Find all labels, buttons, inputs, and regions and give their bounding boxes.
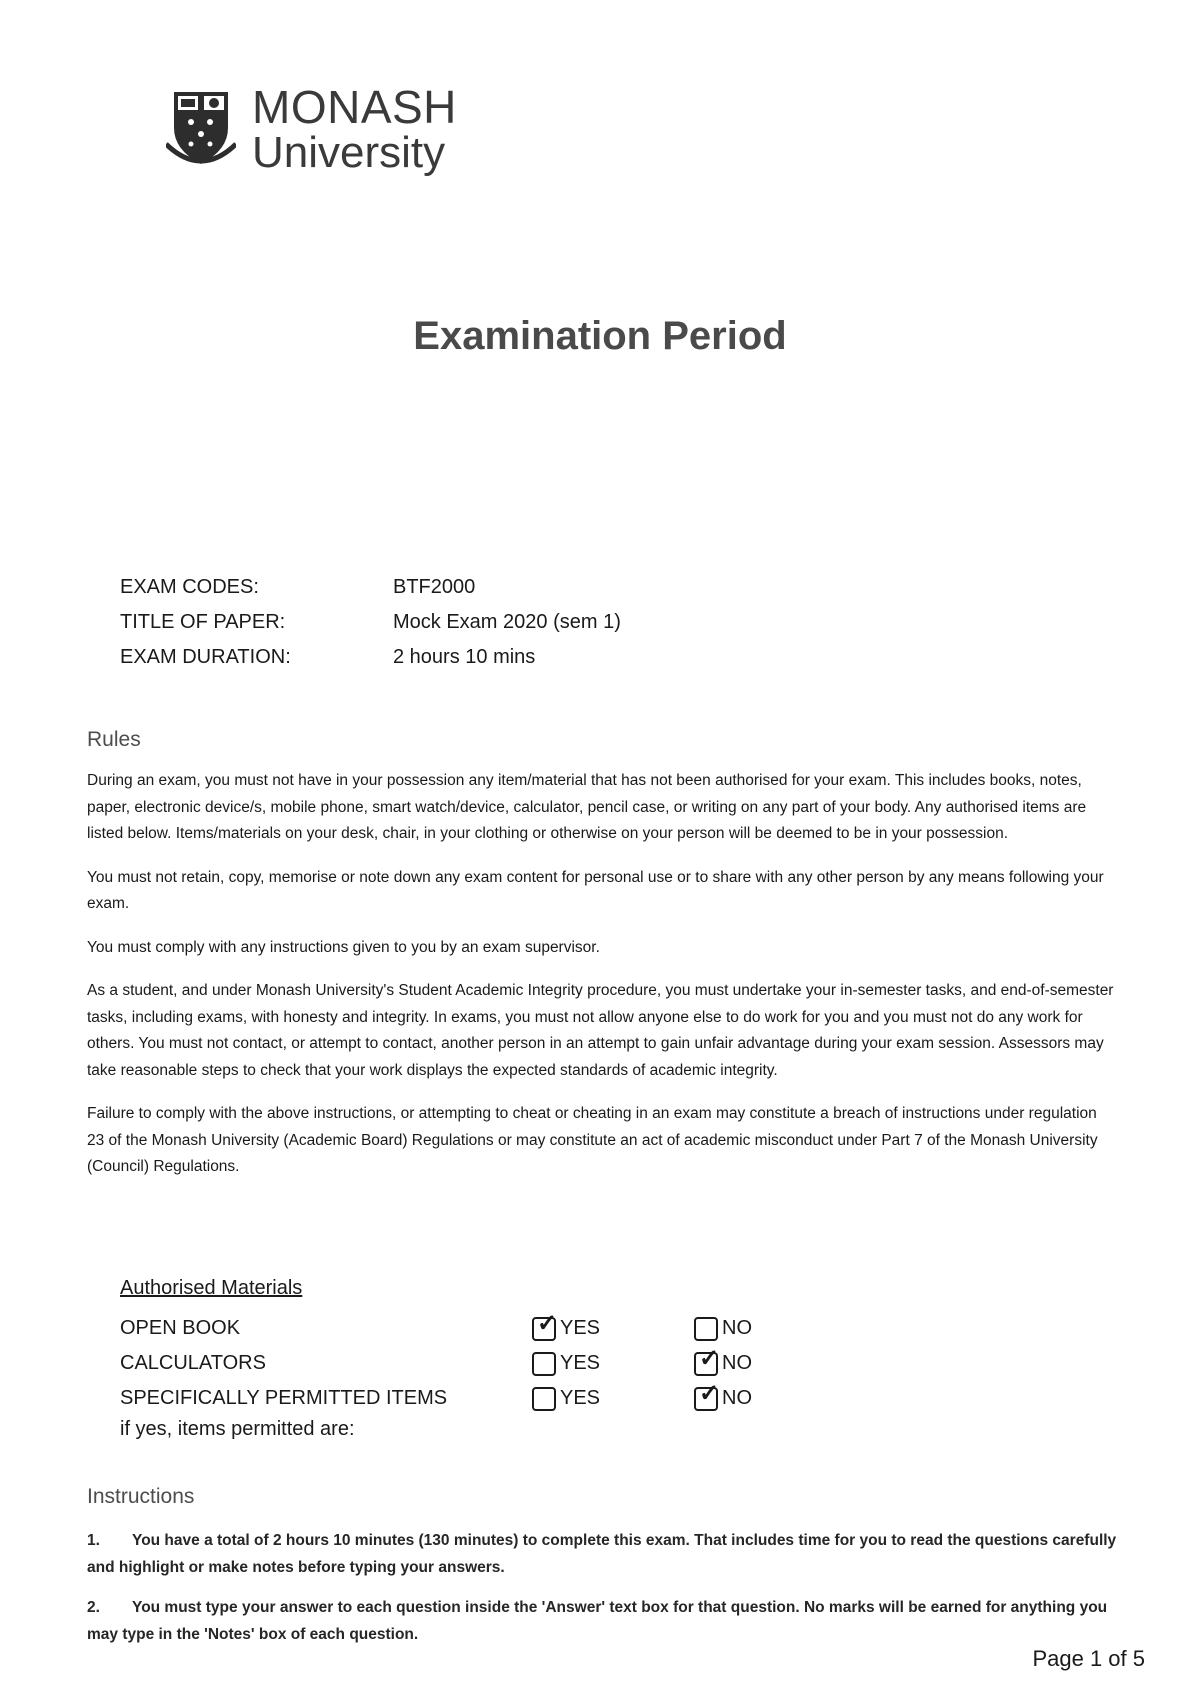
- exam-info: [120, 570, 621, 675]
- no-label: NO: [722, 1387, 752, 1409]
- exam-codes-row: [120, 570, 621, 605]
- calculators-yes: [532, 1352, 694, 1376]
- checkbox-checked: [694, 1379, 720, 1411]
- yes-label: YES: [560, 1352, 601, 1374]
- material-label: OPEN BOOK: [120, 1317, 241, 1339]
- instructions-list: [87, 1528, 1117, 1662]
- authorised-materials: [120, 1277, 856, 1448]
- exam-info-key: EXAM CODES:: [120, 576, 259, 598]
- calculators-no: [694, 1344, 856, 1376]
- material-label: SPECIFICALLY PERMITTED ITEMS: [120, 1387, 448, 1409]
- crest-icon: [166, 88, 236, 170]
- checkmark-icon: ✓: [537, 1309, 558, 1337]
- yes-label: YES: [560, 1387, 601, 1409]
- permitted-items-row: [120, 1381, 856, 1416]
- yes-label: YES: [560, 1317, 601, 1339]
- open-book-yes: [532, 1309, 694, 1341]
- rules-paragraph: Failure to comply with the above instructions, or attempting to cheat or cheating in an exam may constitute a breach of instructions under regulation 23 of the Monash University (Academic Board) Regulations or may constitute an act of academic misconduct under Part 7 of the Monash University (Council) Regulations.: [87, 1105, 1098, 1175]
- exam-info-value: 2 hours 10 mins: [393, 646, 536, 668]
- checkmark-icon: ✓: [699, 1344, 720, 1372]
- instruction-number: 2.: [87, 1599, 100, 1616]
- exam-info-key: EXAM DURATION:: [120, 646, 291, 668]
- permitted-items-no: [694, 1379, 856, 1411]
- instruction-item: [87, 1595, 1117, 1648]
- checkbox-unchecked: [532, 1352, 556, 1376]
- rules-paragraph: During an exam, you must not have in your possession any item/material that has not been authorised for your exam. This includes books, notes, paper, electronic device/s, mobile phone, smart watch/device, calculator, pencil case, or writing on any part of your body. Any authorised items are listed below. Items/materials on your desk, chair, in your clothing or otherwise on your person will be deemed to be in your possession.: [87, 772, 1087, 842]
- rules-paragraph: You must not retain, copy, memorise or note down any exam content for personal use or to share with any other person by any means following your exam.: [87, 868, 1104, 912]
- logo-wordmark-line1: MONASH: [252, 81, 457, 133]
- checkbox-checked: [532, 1309, 558, 1341]
- material-label: CALCULATORS: [120, 1352, 266, 1374]
- exam-duration-row: [120, 640, 621, 675]
- open-book-no: [694, 1317, 856, 1341]
- no-label: NO: [722, 1317, 752, 1339]
- rules-heading: Rules: [87, 728, 141, 751]
- rules-body: [87, 768, 1117, 1198]
- rules-paragraph: You must comply with any instructions given to you by an exam supervisor.: [87, 938, 600, 956]
- checkbox-checked: [694, 1344, 720, 1376]
- permitted-items-yes: [532, 1387, 694, 1411]
- instruction-number: 1.: [87, 1532, 100, 1549]
- instruction-text: You have a total of 2 hours 10 minutes (130 minutes) to complete this exam. That includes time for you to read the questions carefully and highlight or make notes before typing your answers.: [87, 1532, 1117, 1576]
- monash-logo: [166, 81, 466, 183]
- exam-info-value: Mock Exam 2020 (sem 1): [393, 611, 621, 633]
- checkbox-unchecked: [694, 1317, 718, 1341]
- logo-wordmark-line2: University: [252, 128, 446, 177]
- instruction-item: [87, 1528, 1117, 1581]
- page-number: Page 1 of 5: [1032, 1646, 1145, 1671]
- calculators-row: [120, 1346, 856, 1381]
- instruction-text: You must type your answer to each question inside the 'Answer' text box for that question. No marks will be earned for anything you may type in the 'Notes' box of each question.: [87, 1599, 1108, 1643]
- permitted-items-text: if yes, items permitted are:: [120, 1418, 355, 1440]
- exam-info-value: BTF2000: [393, 576, 476, 598]
- checkmark-icon: ✓: [699, 1379, 720, 1407]
- exam-info-key: TITLE OF PAPER:: [120, 611, 286, 633]
- no-label: NO: [722, 1352, 752, 1374]
- page-title: Examination Period: [413, 314, 787, 358]
- checkbox-unchecked: [532, 1387, 556, 1411]
- rules-paragraph: As a student, and under Monash University's Student Academic Integrity procedure, you must undertake your in-semester tasks, and end-of-semester tasks, including exams, with honesty and integrity. In exams, you must not allow anyone else to do work for you and you must not do any work for others. You must not contact, or attempt to contact, another person in an attempt to gain unfair advantage during your exam session. Assessors may take reasonable steps to check that your work displays the expected standards of academic integrity.: [87, 982, 1114, 1079]
- authorised-materials-title: Authorised Materials: [120, 1277, 303, 1299]
- open-book-row: [120, 1311, 856, 1346]
- instructions-heading: Instructions: [87, 1485, 195, 1508]
- paper-title-row: [120, 605, 621, 640]
